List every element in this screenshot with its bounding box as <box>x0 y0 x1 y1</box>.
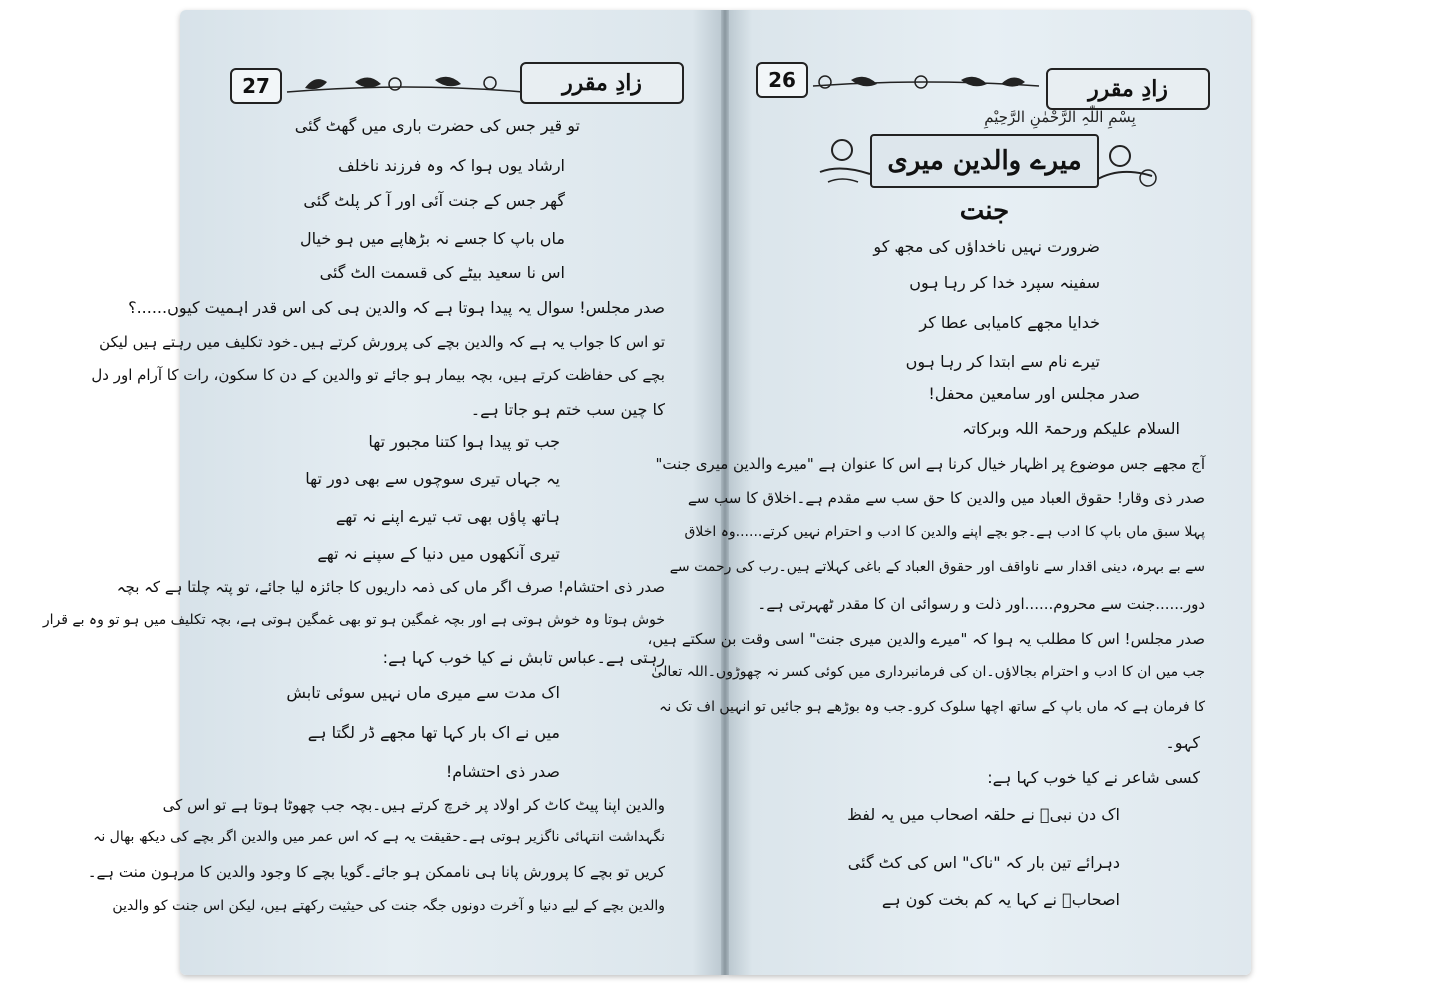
chapter-heading: میرے والدین میری جنت <box>870 134 1099 188</box>
text-line: اصحابؓ نے کہا یہ کم بخت کون ہے <box>881 890 1120 909</box>
text-line: اک دن نبیؐ نے حلقہ اصحاب میں یہ لفظ <box>847 805 1120 824</box>
text-line: آج مجھے جس موضوع پر اظہار خیال کرنا ہے اس کا عنوان ہے "میرے والدین میری جنت" <box>655 455 1205 473</box>
text-line: دور......جنت سے محروم......اور ذلت و رسوائی ان کا مقدر ٹھہرتی ہے۔ <box>757 595 1205 613</box>
text-line: صدر ذی احتشام! صرف اگر ماں کی ذمہ داریوں کا جائزہ لیا جائے، تو پتہ چلتا ہے کہ بچہ <box>116 578 665 596</box>
text-line: والدین بچے کے لیے دنیا و آخرت دونوں جگہ جنت کی حیثیت رکھتے ہیں، لیکن اس جنت کو والدین <box>112 898 665 914</box>
text-line: کسی شاعر نے کیا خوب کہا ہے: <box>987 768 1200 787</box>
text-line: صدر مجلس! اس کا مطلب یہ ہوا کہ "میرے والدین میری جنت" اسی وقت بن سکتے ہیں، <box>647 630 1205 648</box>
text-line: صدر مجلس اور سامعین محفل! <box>928 384 1140 403</box>
floral-ornament-icon <box>285 70 525 100</box>
text-line: ماں باپ کا جسے نہ بڑھاپے میں ہو خیال <box>300 229 565 248</box>
text-line: صدر مجلس! سوال یہ پیدا ہوتا ہے کہ والدین ہی کی اس قدر اہمیت کیوں......؟ <box>128 298 665 317</box>
text-line: بچے کی حفاظت کرتے ہیں، بچہ بیمار ہو جائے تو والدین کے دن کا سکون، رات کا آرام اور دل <box>91 366 665 384</box>
text-line: جب تو پیدا ہوا کتنا مجبور تھا <box>368 432 560 451</box>
text-line: تو اس کا جواب یہ ہے کہ والدین بچے کی پرورش کرتے ہیں۔خود تکلیف میں رہتے ہیں لیکن <box>99 333 665 351</box>
text-line: اک مدت سے میری ماں نہیں سوئی تابش <box>286 683 560 702</box>
text-line: خدایا مجھے کامیابی عطا کر <box>919 313 1100 332</box>
right-page-header <box>756 62 1201 106</box>
text-line: السلام علیکم ورحمۃ اللہ وبرکاتہ <box>962 419 1180 438</box>
text-line: تیری آنکھوں میں دنیا کے سپنے نہ تھے <box>317 544 560 563</box>
text-line: کہو۔ <box>1165 733 1200 752</box>
text-line: یہ جہاں تیری سوچوں سے بھی دور تھا <box>305 469 560 488</box>
book-title: زادِ مقرر <box>1046 68 1210 110</box>
text-line: پہلا سبق ماں باپ کا ادب ہے۔جو بچے اپنے والدین کا ادب و احترام نہیں کرتے......وہ اخلاق <box>684 524 1205 540</box>
text-line: اس نا سعید بیٹے کی قسمت الٹ گئی <box>319 263 565 282</box>
text-line: تو قیر جس کی حضرت باری میں گھٹ گئی <box>294 116 580 135</box>
text-line: سے بے بہرہ، دینی اقدار سے ناواقف اور حقوق العباد کے باغی کہلاتے ہیں۔رب کی رحمت سے <box>669 559 1205 575</box>
text-line: ہاتھ پاؤں بھی تب تیرے اپنے نہ تھے <box>335 507 560 526</box>
text-line: گھر جس کے جنت آئی اور آ کر پلٹ گئی <box>303 191 565 210</box>
chapter-heading-banner <box>800 128 1160 226</box>
text-line: سفینہ سپرد خدا کر رہا ہوں <box>909 273 1100 292</box>
text-line: رہتی ہے۔عباس تابش نے کیا خوب کہا ہے: <box>382 648 665 667</box>
text-line: ارشاد یوں ہوا کہ وہ فرزند ناخلف <box>338 156 565 175</box>
left-page-header <box>230 62 685 106</box>
text-line: ضرورت نہیں ناخداؤں کی مجھ کو <box>873 237 1100 256</box>
book-title: زادِ مقرر <box>520 62 684 104</box>
text-line: کا چین سب ختم ہو جاتا ہے۔ <box>470 400 665 419</box>
text-line: خوش ہوتا وہ خوش ہوتی ہے اور بچہ غمگین ہو تو بھی غمگین ہوتی ہے، بچہ تکلیف میں ہو تو وہ بے قرار <box>42 612 665 628</box>
basmala: بِسْمِ اللّٰہِ الرَّحْمٰنِ الرَّحِیْمِ <box>984 108 1136 126</box>
text-line: صدر ذی وقار! حقوق العباد میں والدین کا حق سب سے مقدم ہے۔اخلاق کا سب سے <box>687 489 1205 507</box>
text-line: نگہداشت انتہائی ناگزیر ہوتی ہے۔حقیقت یہ ہے کہ اس عمر میں والدین اگر بچے کی دیکھ بھال نہ <box>93 829 665 845</box>
text-line: میں نے اک بار کہا تھا مجھے ڈر لگتا ہے <box>307 723 560 742</box>
text-line: تیرے نام سے ابتدا کر رہا ہوں <box>905 352 1100 371</box>
text-line: کا فرمان ہے کہ ماں باپ کے ساتھ اچھا سلوک کرو۔جب وہ بوڑھے ہو جائیں تو انہیں اف تک نہ <box>659 699 1205 715</box>
floral-ornament-icon <box>811 70 1041 100</box>
text-line: صدر ذی احتشام! <box>445 762 560 781</box>
page-number: 26 <box>756 62 808 98</box>
page-number: 27 <box>230 68 282 104</box>
text-line: والدین اپنا پیٹ کاٹ کر اولاد پر خرچ کرتے ہیں۔بچہ جب چھوٹا ہوتا ہے تو اس کی <box>162 796 665 814</box>
text-line: جب میں ان کا ادب و احترام بجالاؤں۔ان کی فرمانبرداری میں کوئی کسر نہ چھوڑوں۔اللہ تعالیٰ <box>651 664 1205 680</box>
text-line: دہرائے تین بار کہ "ناک" اس کی کٹ گئی <box>847 853 1120 872</box>
text-line: کریں تو بچے کا پرورش پانا ہی ناممکن ہو جائے۔گویا بچے کا وجود والدین کا مرہون منت ہے۔ <box>87 863 665 881</box>
